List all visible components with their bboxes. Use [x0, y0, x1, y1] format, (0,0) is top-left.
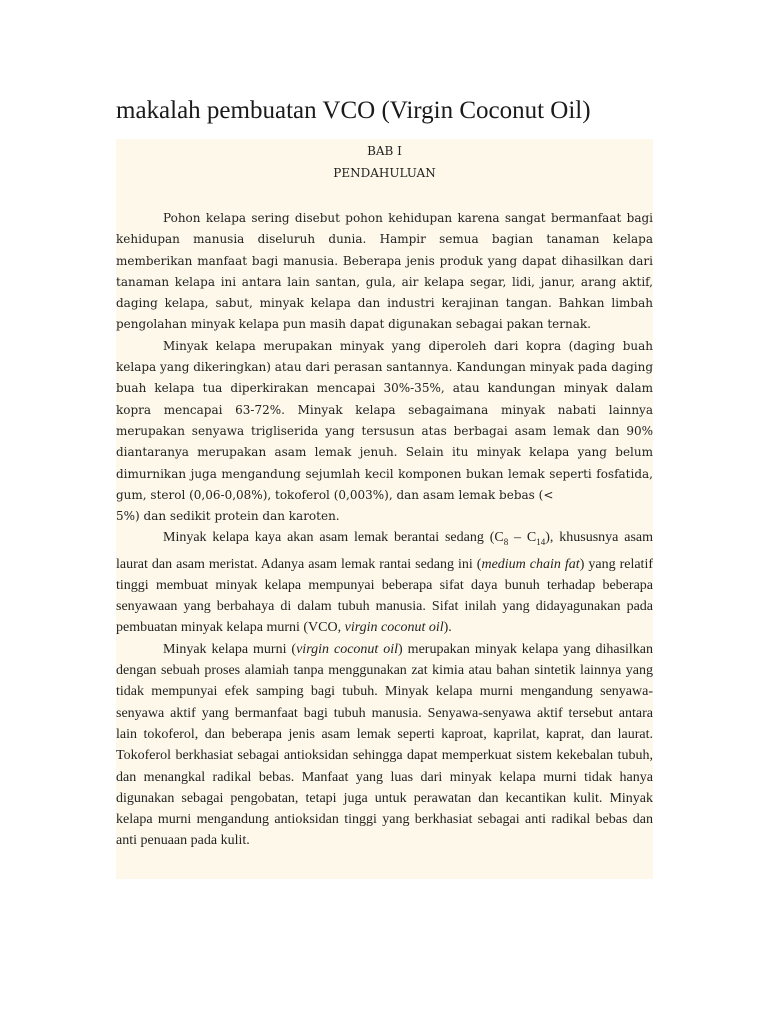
paragraph-1: Pohon kelapa sering disebut pohon kehidupan karena sangat bermanfaat bagi kehidupan manusia diseluruh dunia. Hampir semua bagian tanaman kelapa memberikan manfaat bagi manusia. Beberapa jenis produk yang dapat dihasilkan dari tanaman kelapa ini antara lain santan, gula, air kelapa segar, lidi, janur, arang aktif, daging kelapa, sabut, minyak kelapa dan industri kerajinan tangan. Bahkan limbah pengolahan minyak kelapa pun masih dapat digunakan sebagai pakan ternak. — [116, 211, 653, 332]
chapter-title: PENDAHULUAN — [333, 166, 436, 180]
document-body — [116, 139, 653, 879]
paragraph-3-subscript-8: 8 — [503, 537, 509, 548]
paragraph-3-italic-vco: virgin coconut oil — [344, 620, 444, 636]
paragraph-2: Minyak kelapa merupakan minyak yang diperoleh dari kopra (daging buah kelapa yang dikeringkan) atau dari perasan santannya. Kandungan minyak pada daging buah kelapa tua diperkirakan mencapai 30%-35%, atau kandungan minyak dalam kopra mencapai 63-72%. Minyak kelapa sebagaimana minyak nabati lainnya merupakan senyawa trigliserida yang tersusun atas berbagai asam lemak dan 90% diantaranya merupakan asam lemak jenuh. Selain itu minyak kelapa yang belum dimurnikan juga mengandung sejumlah kecil komponen bukan lemak seperti fosfatida, gum, sterol (0,06-0,08%), tokoferol (0,003%), dan asam lemak bebas (< — [116, 338, 653, 502]
paragraph-4-italic-vco: virgin coconut oil — [296, 641, 399, 657]
paragraph-3-text-a: Minyak kelapa kaya akan asam lemak berantai sedang (C — [163, 530, 504, 546]
paragraph-4-text-b: ) merupakan minyak kelapa yang dihasilkan dengan sebuah proses alamiah tanpa menggunakan zat kimia atau bahan sintetik lainnya yang tidak mempunyai efek samping bagi tubuh. Minyak kelapa murni mengandung senyawa-senyawa aktif yang bermanfaat bagi tubuh manusia. Senyawa-senyawa aktif tersebut antara lain tokoferol, dan beberapa jenis asam lemak seperti kaproat, kaprilat, kaprat, dan laurat. Tokoferol berkhasiat sebagai antioksidan sehingga dapat memperkuat sistem kekebalan tubuh, dan menangkal radikal bebas. Manfaat yang luas dari minyak kelapa murni tidak hanya digunakan sebagai pengobatan, tetapi juga untuk perawatan dan kecantikan kulit. Minyak kelapa murni mengandung antioksidan tinggi yang berkhasiat sebagai anti radikal bebas dan anti penuaan pada kulit. — [116, 641, 653, 849]
paragraph-3-text-b: ), khususnya asam laurat dan asam meristat. Adanya asam lemak rantai sedang ini ( — [116, 530, 653, 572]
paragraph-3-subscript-14: 14 — [536, 537, 546, 548]
paragraph-4-text-a: Minyak kelapa murni ( — [163, 641, 297, 657]
paragraph-4 — [116, 639, 653, 852]
paragraph-3 — [116, 527, 653, 638]
paragraph-3-text-c: ) yang relatif tinggi membuat minyak kelapa mempunyai beberapa sifat daya bunuh terhadap beberapa senyawaan yang berbahaya di dalam tubuh manusia. Sifat inilah yang didayagunakan pada pembuatan minyak kelapa murni (VCO, — [116, 556, 653, 636]
page-title: makalah pembuatan VCO (Virgin Coconut Oil) — [116, 97, 591, 124]
paragraph-3-italic-medium-chain-fat: medium chain fat — [481, 556, 580, 572]
paragraph-3-text-d: ). — [443, 620, 452, 636]
chapter-number: BAB I — [367, 144, 402, 158]
paragraph-2-end: 5%) dan sedikit protein dan karoten. — [116, 509, 340, 524]
paragraph-3-dash: – C — [508, 530, 537, 546]
